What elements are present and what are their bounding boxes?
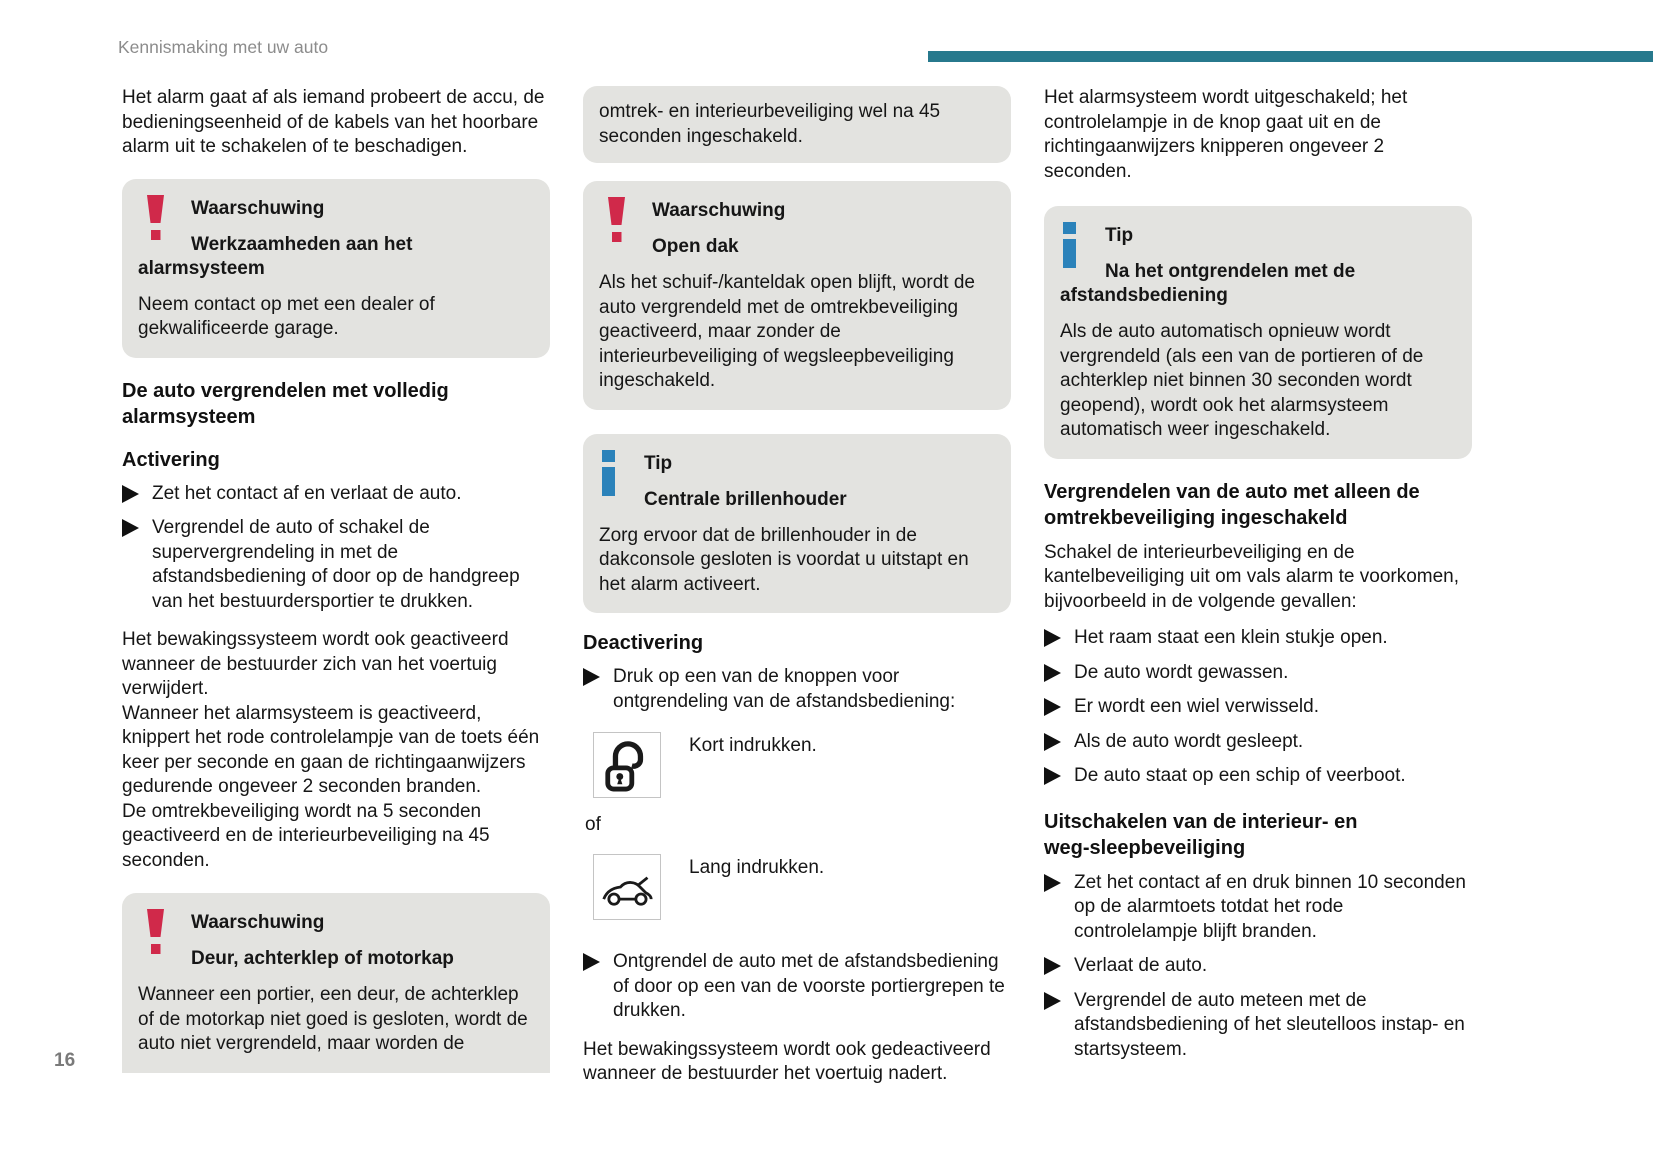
bullet-arrow-icon (583, 953, 600, 971)
bullet-arrow-icon (122, 519, 139, 537)
column-3 (1044, 86, 1472, 1072)
tip-box-brillenhouder (583, 434, 1011, 614)
paragraph: De omtrekbeveiliging wordt na 5 seconden geactiveerd en de interieurbeveiliging na 45 seconden. (122, 800, 490, 871)
notice-label: Waarschuwing (652, 200, 786, 221)
list-item (1044, 954, 1472, 979)
list-item (1044, 989, 1472, 1063)
warning-icon (144, 195, 167, 248)
list-item-text: De auto wordt gewassen. (1074, 661, 1289, 683)
page-number: 16 (54, 1050, 76, 1071)
tip-icon (1062, 222, 1077, 275)
notice-title: Werkzaamheden aan het alarmsysteem (138, 233, 413, 279)
bullet-arrow-icon (1044, 664, 1061, 682)
notice-body: omtrek- en interieurbeveiliging wel na 45 seconden ingeschakeld. (599, 101, 941, 147)
warning-box-continued (583, 86, 1011, 163)
list-item-text: Zet het contact af en verlaat de auto. (152, 482, 462, 504)
bullet-arrow-icon (583, 668, 600, 686)
paragraph: Het bewakingssysteem wordt ook geactiveerd wanneer de bestuurder zich van het voertuig verwijdert. (122, 629, 509, 699)
notice-body: Als de auto automatisch opnieuw wordt vergrendeld (als een van de portieren of de achterklep niet binnen 30 seconden wordt geopend), wordt ook het alarmsysteem automatisch weer ingeschakeld. (1060, 321, 1424, 440)
list-item (583, 665, 1011, 714)
tip-icon (601, 450, 616, 503)
list-item-text: De auto staat op een schip of veerboot. (1074, 765, 1406, 786)
list-item (1044, 730, 1472, 755)
remote-action-short (593, 732, 1011, 798)
list-item (122, 516, 550, 614)
warning-box-open-dak (583, 181, 1011, 410)
notice-title: Open dak (652, 236, 739, 257)
car-open-boot-icon (593, 854, 661, 920)
list-item (122, 482, 550, 507)
notice-label: Tip (644, 452, 673, 474)
list-item-text: Druk op een van de knoppen voor ontgrendeling van de afstandsbediening: (613, 666, 956, 712)
notice-title: Na het ontgrendelen met de afstandsbediening (1060, 261, 1356, 306)
tip-box-ontgrendelen (1044, 206, 1472, 459)
bullet-arrow-icon (1044, 874, 1061, 892)
paragraph: Het bewakingssysteem wordt ook gedeactiveerd wanneer de bestuurder het voertuig nadert. (583, 1038, 991, 1084)
subsection-heading: Deactivering (583, 632, 704, 654)
unlock-icon (593, 732, 661, 798)
or-label: of (585, 814, 601, 835)
bullet-arrow-icon (1044, 992, 1061, 1010)
warning-box-deur-achterklep (122, 893, 550, 1073)
paragraph: Het alarm gaat af als iemand probeert de accu, de bedieningseenheid of de kabels van het hoorbare alarm uit te schakelen of te beschadigen. (122, 87, 545, 157)
chapter-header: Kennismaking met uw auto (118, 37, 329, 57)
action-label: Lang indrukken. (689, 857, 825, 878)
notice-body: Neem contact op met een dealer of gekwalificeerde garage. (138, 293, 435, 339)
bullet-arrow-icon (1044, 767, 1061, 785)
notice-body: Als het schuif-/kanteldak open blijft, wordt de auto vergrendeld met de omtrekbeveiliging geactiveerd, maar zonder de interieurbeveiliging of wegsleepbeveiliging ingeschakeld. (599, 272, 975, 391)
list-item (583, 950, 1011, 1024)
notice-body: Zorg ervoor dat de brillenhouder in de dakconsole gesloten is voordat u uitstapt en het alarm activeert. (599, 524, 969, 595)
list-item-text: Vergrendel de auto meteen met de afstandsbediening of het sleutelloos instap- en startsysteem. (1074, 989, 1465, 1060)
column-1 (122, 86, 550, 1073)
notice-label: Tip (1105, 225, 1134, 246)
section-heading: De auto vergrendelen met volledig alarmsysteem (122, 379, 449, 428)
column-2 (583, 86, 1011, 1087)
list-item-text: Als de auto wordt gesleept. (1074, 730, 1304, 752)
section-heading: Uitschakelen van de interieur- en weg‑sleepbeveiliging (1044, 810, 1358, 859)
list-item-text: Verlaat de auto. (1074, 955, 1208, 976)
warning-icon (605, 197, 628, 250)
list-item-text: Het raam staat een klein stukje open. (1074, 627, 1388, 648)
action-label: Kort indrukken. (689, 735, 817, 756)
header-accent-bar (928, 51, 1653, 62)
list-item (1044, 764, 1472, 789)
warning-box-alarmsysteem (122, 179, 550, 358)
notice-title: Centrale brillenhouder (644, 488, 847, 510)
bullet-arrow-icon (1044, 733, 1061, 751)
notice-title: Deur, achterklep of motorkap (191, 948, 454, 969)
list-item-text: Vergrendel de auto of schakel de supervergrendeling in met de afstandsbediening of door op de handgreep van het bestuurdersportier te drukken. (152, 517, 520, 612)
list-item (1044, 661, 1472, 686)
list-item-text: Zet het contact af en druk binnen 10 seconden op de alarmtoets totdat het rode controlelampje blijft branden. (1074, 871, 1466, 942)
paragraph: Schakel de interieurbeveiliging en de kantelbeveiliging uit om vals alarm te voorkomen, bijvoorbeeld in de volgende gevallen: (1044, 541, 1460, 612)
warning-icon (144, 909, 167, 962)
list-item-text: Er wordt een wiel verwisseld. (1074, 696, 1319, 717)
notice-label: Waarschuwing (191, 912, 325, 933)
paragraph: Wanneer het alarmsysteem is geactiveerd, knippert het rode controlelampje van de toets één keer per seconde en gaan de richtingaanwijzers gedurende ongeveer 2 seconden branden. (122, 702, 540, 797)
list-item (1044, 695, 1472, 720)
remote-action-long (593, 854, 1011, 920)
notice-label: Waarschuwing (191, 197, 325, 219)
bullet-arrow-icon (122, 485, 139, 503)
bullet-arrow-icon (1044, 629, 1061, 647)
section-heading: Vergrendelen van de auto met alleen de omtrekbeveiliging ingeschakeld (1044, 480, 1420, 529)
paragraph: Het alarmsysteem wordt uitgeschakeld; het controlelampje in de knop gaat uit en de richtingaanwijzers knipperen ongeveer 2 seconden. (1044, 87, 1408, 182)
notice-body: Wanneer een portier, een deur, de achterklep of de motorkap niet goed is gesloten, wordt de auto niet vergrendeld, maar worden de (138, 984, 528, 1054)
list-item-text: Ontgrendel de auto met de afstandsbediening of door op een van de voorste portiergrepen te drukken. (613, 951, 1005, 1021)
bullet-arrow-icon (1044, 698, 1061, 716)
subsection-heading: Activering (122, 448, 220, 471)
page-content (122, 86, 1474, 1087)
bullet-arrow-icon (1044, 957, 1061, 975)
list-item (1044, 871, 1472, 945)
list-item (1044, 626, 1472, 651)
